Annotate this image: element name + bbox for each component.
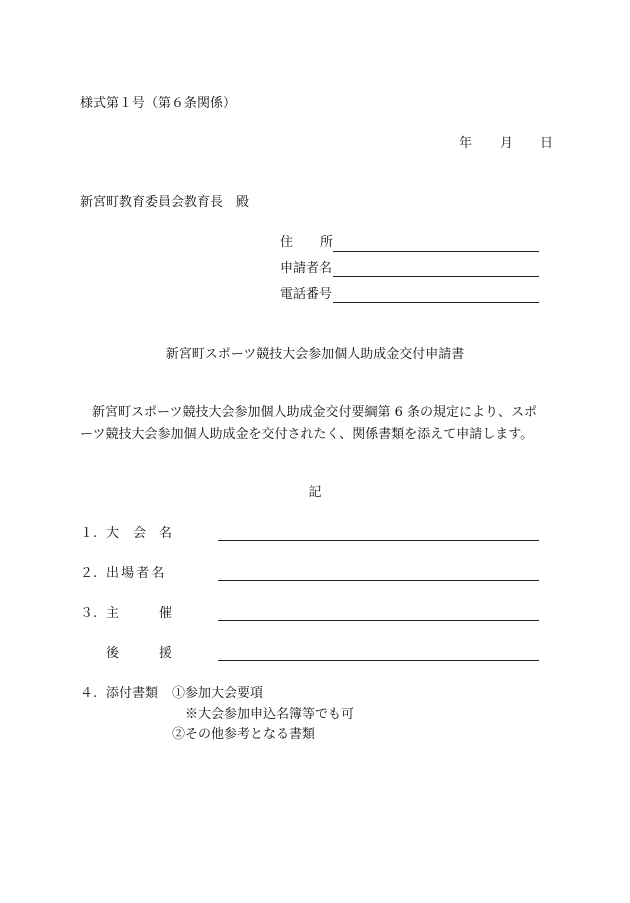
applicant-phone-label: 電話番号 xyxy=(280,287,333,302)
item-4-number: ４. xyxy=(80,686,98,701)
applicant-address-label-1: 住 xyxy=(280,235,294,250)
item-1-label-char-1: 大 xyxy=(106,526,120,541)
applicant-name-label: 申請者名 xyxy=(280,261,333,276)
item-4-label: 添付書類 xyxy=(106,686,159,701)
ki-heading: 記 xyxy=(308,485,322,500)
addressee: 新宮町教育委員会教育長 殿 xyxy=(80,195,250,210)
document-title: 新宮町スポーツ競技大会参加個人助成金交付申請書 xyxy=(165,347,465,362)
item-3-label-char-1: 主 xyxy=(106,606,120,621)
item-2-label: 出 場 者 名 xyxy=(106,566,164,581)
applicant-phone-line xyxy=(333,302,539,303)
date-month-label: 月 xyxy=(500,136,514,151)
form-number: 様式第１号（第６条関係） xyxy=(80,96,237,111)
item-3-number: ３. xyxy=(80,606,98,621)
item-1-label-char-2: 会 xyxy=(133,526,147,541)
body-text-line-1: 新宮町スポーツ競技大会参加個人助成金交付要綱第 6 条の規定により、スポ xyxy=(92,405,538,420)
item-4-attachment-1: ①参加大会要項 xyxy=(172,686,264,701)
item-3-support-char-1: 後 xyxy=(106,646,120,661)
item-2-number: ２. xyxy=(80,566,98,581)
date-year-label: 年 xyxy=(459,136,473,151)
item-1-line xyxy=(218,540,539,541)
item-3-label-char-2: 催 xyxy=(159,606,173,621)
applicant-name-line xyxy=(333,276,539,277)
item-2-line xyxy=(218,580,539,581)
body-text-line-2: ーツ競技大会参加個人助成金を交付されたく、関係書類を添えて申請します。 xyxy=(80,427,534,442)
item-4-attachment-2: ②その他参考となる書類 xyxy=(172,727,316,742)
date-day-label: 日 xyxy=(540,136,554,151)
applicant-address-line xyxy=(333,251,539,252)
item-3-support-line xyxy=(218,660,539,661)
applicant-address-label-2: 所 xyxy=(320,235,334,250)
item-1-number: １. xyxy=(80,526,98,541)
item-1-label-char-3: 名 xyxy=(159,526,173,541)
item-3-line xyxy=(218,620,539,621)
item-3-support-char-2: 援 xyxy=(159,646,173,661)
item-4-note: ※大会参加申込名簿等でも可 xyxy=(185,707,355,722)
